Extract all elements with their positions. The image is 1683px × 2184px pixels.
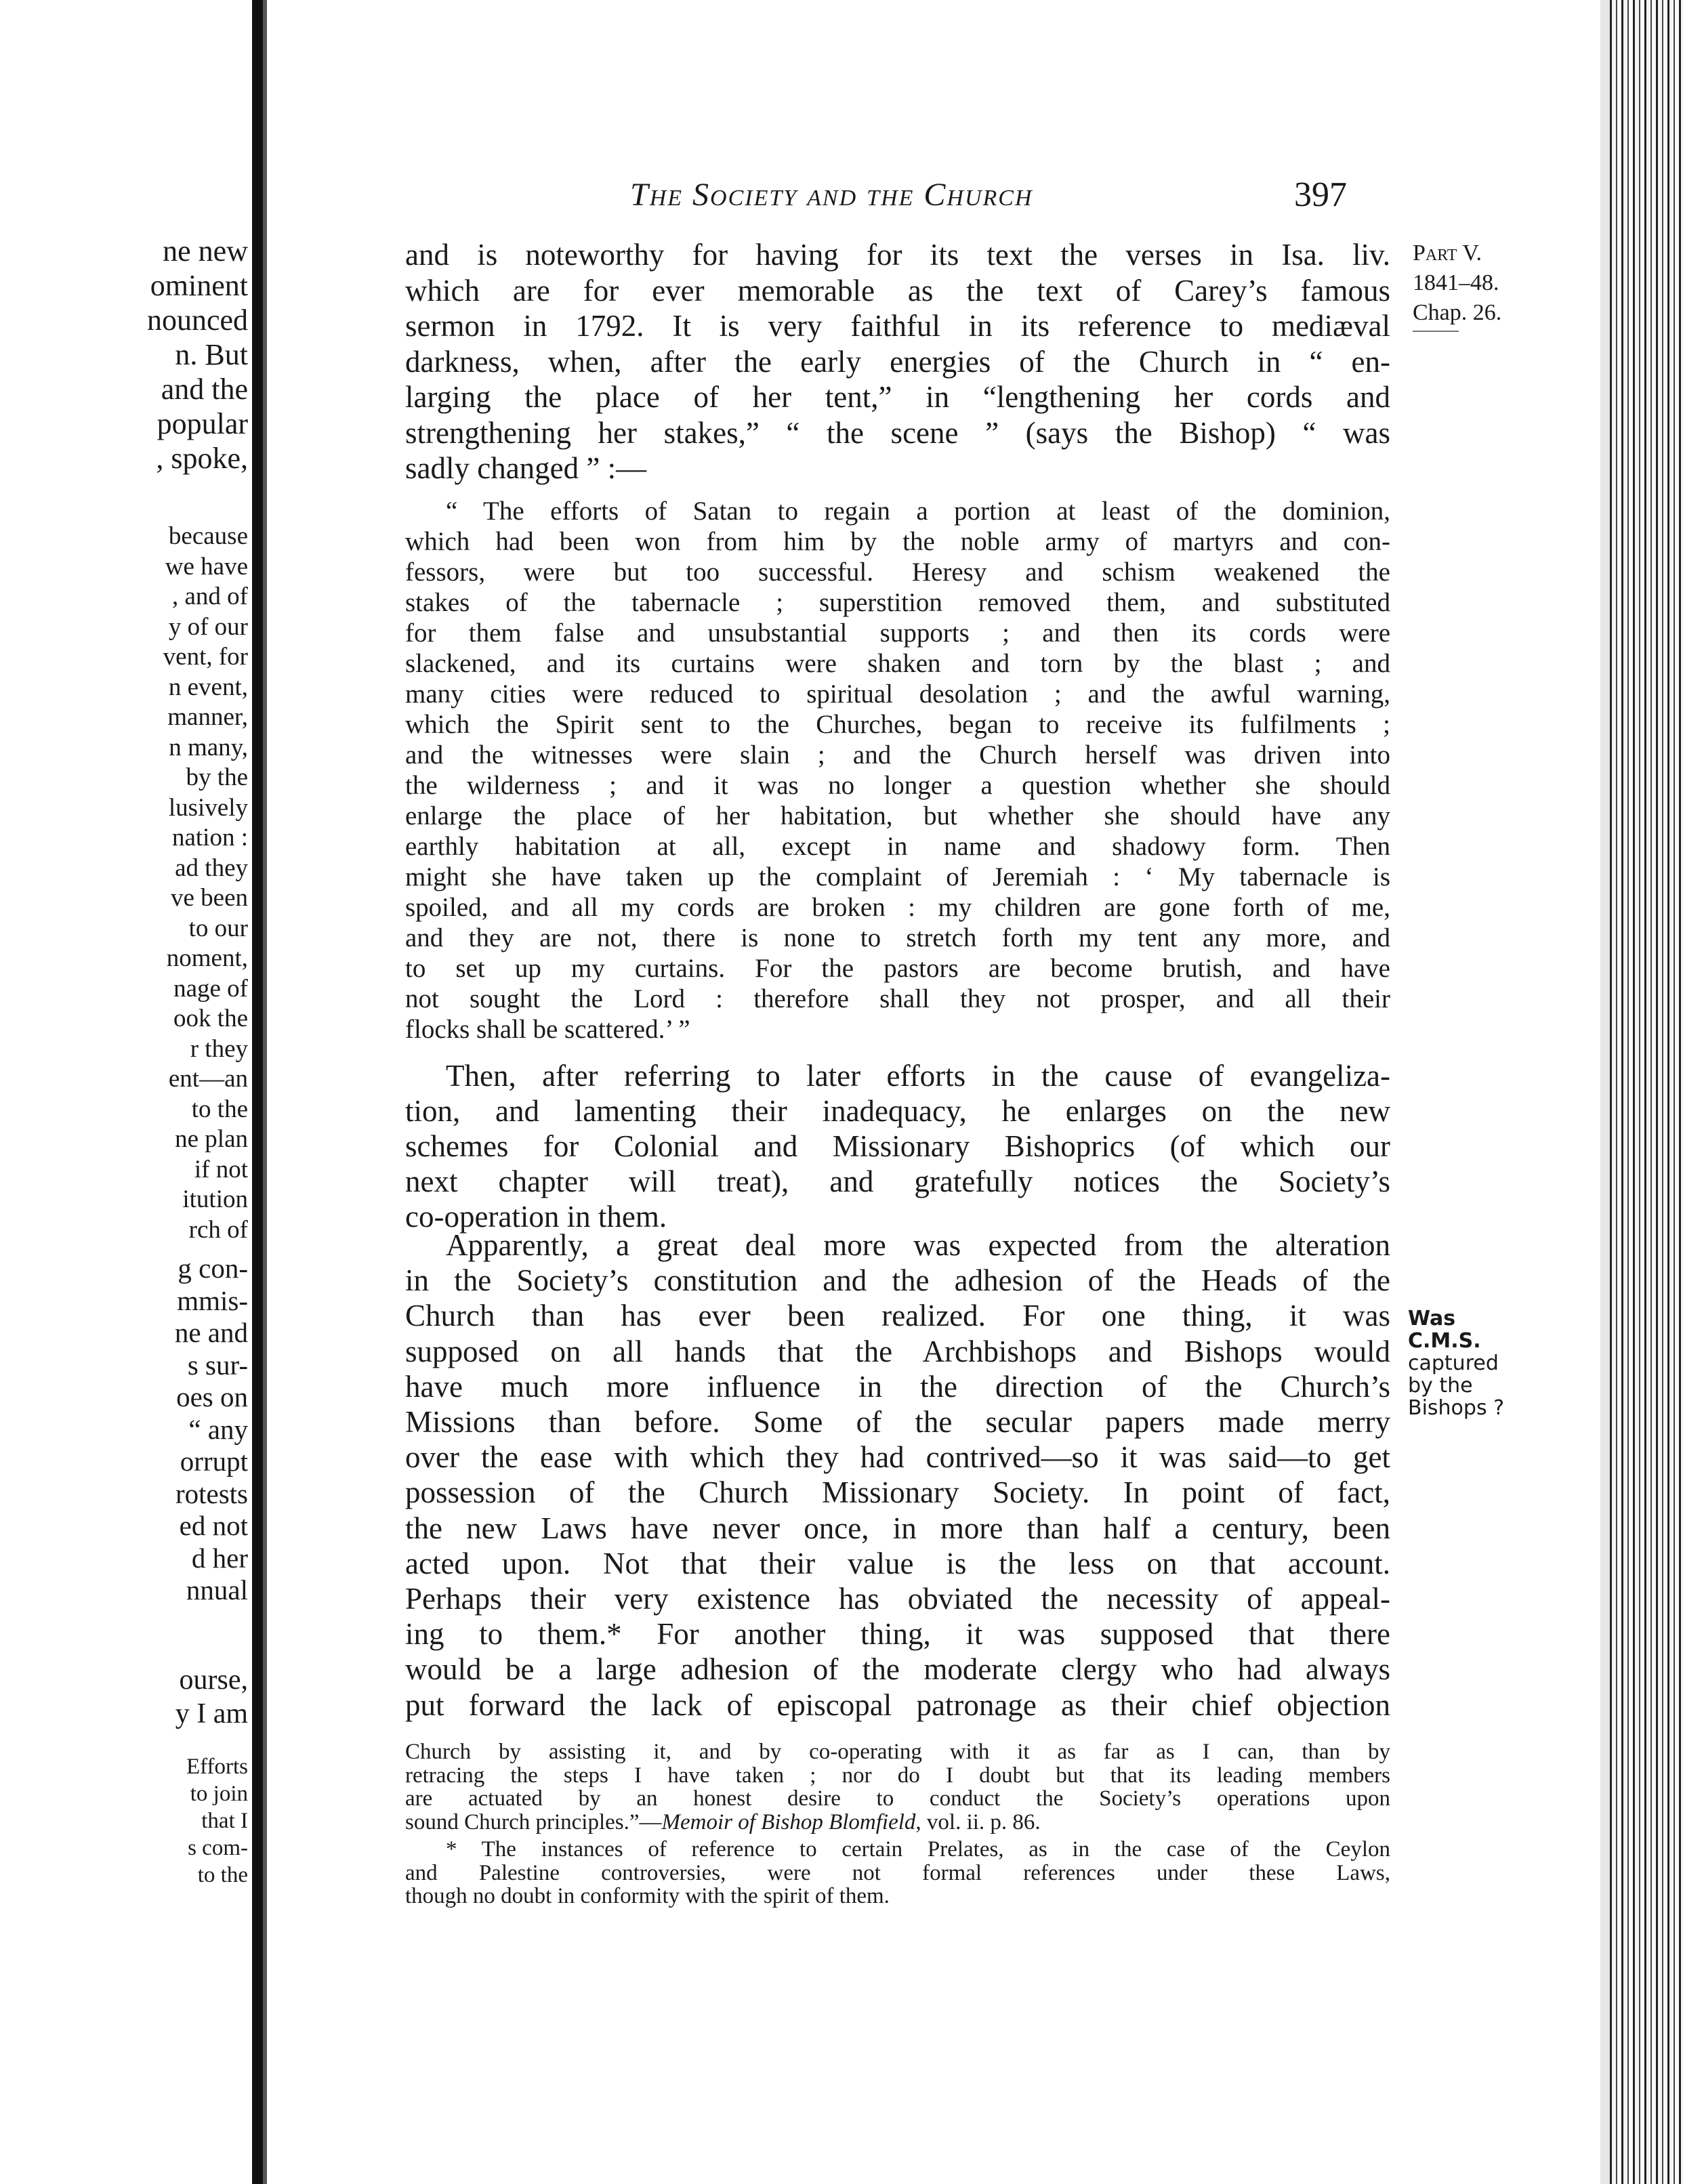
facing-page-line: ad they [175, 854, 248, 882]
facing-page-line: ne new [163, 234, 248, 268]
quotation-line: and the witnesses were slain ; and the Church herself was driven into [405, 740, 1390, 770]
sidenote-question-line: C.M.S. [1408, 1329, 1481, 1353]
facing-page-line: “ any [188, 1413, 248, 1445]
paragraph-line: Perhaps their very existence has obviated the necessity of appeal- [405, 1582, 1390, 1616]
facing-page-line: s sur- [187, 1349, 248, 1381]
facing-page-line: nnual [186, 1574, 248, 1605]
paragraph-line: Church than has ever been realized. For one thing, it was [405, 1299, 1390, 1333]
facing-page-line: itution [182, 1185, 248, 1213]
facing-page-line: nounced [146, 303, 248, 337]
facing-page-line: n event, [168, 673, 248, 701]
paragraph-line: schemes for Colonial and Missionary Bishoprics (of which our [405, 1129, 1390, 1163]
facing-page-line: noment, [166, 944, 248, 972]
facing-page-line: ook the [173, 1005, 248, 1032]
facing-page-line: r they [190, 1034, 248, 1063]
facing-page-line: y of our [168, 612, 248, 641]
stacked-page-edges [1610, 0, 1683, 2184]
sidenote-question-line: captured [1408, 1351, 1499, 1375]
facing-page-line: ed not [179, 1510, 248, 1541]
quotation-line: which the Spirit sent to the Churches, began to receive its fulfilments ; [405, 710, 1390, 739]
facing-page-line: that I [201, 1809, 248, 1833]
paragraph-line: ing to them.* For another thing, it was supposed that there [405, 1617, 1390, 1652]
sidenote-question-line: by the [1408, 1374, 1473, 1398]
paragraph-line: which are for ever memorable as the text of Carey’s famous [405, 273, 1390, 308]
facing-page-line: because [168, 522, 248, 550]
facing-page-line: to our [188, 914, 248, 942]
quotation-line: stakes of the tabernacle ; superstition removed them, and substituted [405, 588, 1390, 617]
footnote-line: and Palestine controversies, were not formal references under these Laws, [405, 1860, 1390, 1885]
quotation-line: the wilderness ; and it was no longer a question whether she should [405, 771, 1390, 800]
footnote-line: Church by assisting it, and by co-operating with it as far as I can, than by [405, 1740, 1390, 1764]
sidenote-question-line: Bishops ? [1408, 1396, 1505, 1420]
facing-page-line: ominent [150, 269, 248, 302]
footnote-line: though no doubt in conformity with the spirit of them. [405, 1884, 890, 1908]
page-edge-margin [1600, 0, 1610, 2184]
paragraph-line: would be a large adhesion of the moderate clergy who had always [405, 1652, 1390, 1687]
sidenote-question [1408, 1307, 1504, 1419]
paragraph-line: larging the place of her tent,” in “lengthening her cords and [405, 380, 1390, 414]
facing-page-line: ent—an [168, 1065, 248, 1093]
facing-page-line: oes on [176, 1381, 248, 1412]
facing-page-line: nage of [173, 974, 248, 1003]
footnote-line: are actuated by an honest desire to conduct the Society’s operations upon [405, 1786, 1390, 1811]
quotation-line: many cities were reduced to spiritual desolation ; and the awful warning, [405, 679, 1390, 709]
facing-page-line: vent, for [163, 643, 248, 671]
facing-page-line: , and of [172, 583, 248, 610]
paragraph-line: over the ease with which they had contrived—so it was said—to get [405, 1440, 1390, 1475]
facing-page-line: nation : [171, 824, 248, 852]
paragraph-line: sadly changed ” :— [405, 451, 647, 485]
quotation-line: and they are not, there is none to stretch forth my tent any more, and [405, 923, 1390, 952]
sidenote-chapter: Chap. 26. [1413, 300, 1502, 325]
footnote-line: * The instances of reference to certain Prelates, as in the case of the Ceylon [446, 1837, 1390, 1862]
quotation-line: enlarge the place of her habitation, but whether she should have any [405, 801, 1390, 831]
facing-page-line: ne and [174, 1317, 248, 1348]
paragraph-line: possession of the Church Missionary Society. In point of fact, [405, 1475, 1390, 1510]
paragraph-line: and is noteworthy for having for its text the verses in Isa. liv. [405, 238, 1390, 272]
facing-page-line: if not [194, 1155, 248, 1183]
facing-page-line: we have [165, 552, 248, 581]
facing-page-line: n many, [169, 733, 248, 761]
facing-page-line: ourse, [179, 1664, 248, 1696]
paragraph-line: co-operation in them. [405, 1200, 667, 1234]
quotation-line: spoiled, and all my cords are broken : my children are gone forth of me, [405, 893, 1390, 922]
running-title: The Society and the Church [630, 177, 1033, 213]
quotation-line: “ The efforts of Satan to regain a portion at least of the dominion, [446, 497, 1390, 526]
book-gutter [252, 0, 263, 2184]
quotation-line: might she have taken up the complaint of Jeremiah : ‘ My tabernacle is [405, 862, 1390, 891]
facing-page-line: Efforts [186, 1755, 248, 1779]
facing-page-fragments [0, 0, 252, 2184]
sidenote-part-label: Part V. [1413, 240, 1482, 266]
quotation-line: for them false and unsubstantial supports ; and then its cords were [405, 618, 1390, 648]
sidenote-part [1413, 238, 1501, 328]
facing-page-line: ne plan [175, 1125, 248, 1153]
facing-page-line: y I am [175, 1698, 248, 1729]
facing-page-line: orrupt [180, 1446, 248, 1477]
paragraph-line: darkness, when, after the early energies of the Church in “ en- [405, 344, 1390, 379]
sidenote-years: 1841–48. [1413, 270, 1499, 295]
quotation-line: not sought the Lord : therefore shall they not prosper, and all their [405, 984, 1390, 1013]
quotation-line: fessors, were but too successful. Heresy and schism weakened the [405, 558, 1390, 587]
quotation-line: to set up my curtains. For the pastors are become brutish, and have [405, 954, 1390, 983]
quotation-line: slackened, and its curtains were shaken and torn by the blast ; and [405, 649, 1390, 678]
quotation-line: flocks shall be scattered.’ ” [405, 1015, 690, 1044]
sidenote-question-line: Was [1408, 1307, 1456, 1330]
facing-page-line: n. But [175, 338, 248, 371]
paragraph-line: in the Society’s constitution and the adhesion of the Heads of the [405, 1263, 1390, 1298]
facing-page-line: popular [157, 407, 248, 440]
facing-page-line: to join [190, 1782, 248, 1806]
page-number: 397 [1294, 175, 1347, 214]
paragraph-line: acted upon. Not that their value is the less on that account. [405, 1546, 1390, 1580]
paragraph-line: the new Laws have never once, in more than half a century, been [405, 1511, 1390, 1545]
paragraph-line: Missions than before. Some of the secular papers made merry [405, 1405, 1390, 1439]
facing-page-line: and the [161, 373, 248, 406]
paragraph-line: Apparently, a great deal more was expected from the alteration [446, 1228, 1390, 1262]
footnote-line: retracing the steps I have taken ; nor do I doubt but that its leading members [405, 1763, 1390, 1788]
facing-page-line: manner, [167, 703, 248, 731]
facing-page-line: g con- [178, 1253, 248, 1284]
paragraph-line: sermon in 1792. It is very faithful in its reference to mediæval [405, 309, 1390, 343]
paragraph-line: put forward the lack of episcopal patronage as their chief objection [405, 1687, 1390, 1722]
facing-page-line: by the [186, 763, 248, 791]
facing-page-line: to the [197, 1863, 248, 1887]
book-gutter-shadow [263, 0, 267, 2184]
sidenote-rule [1413, 331, 1459, 332]
facing-page-line: ve been [170, 884, 248, 912]
paragraph-line: supposed on all hands that the Archbishops and Bishops would [405, 1334, 1390, 1368]
quotation-line: which had been won from him by the noble army of martyrs and con- [405, 527, 1390, 556]
facing-page-line: lusively [168, 793, 248, 822]
facing-page-line: rotests [175, 1477, 248, 1509]
facing-page-line: , spoke, [156, 442, 248, 475]
paragraph-line: strengthening her stakes,” “ the scene ” (says the Bishop) “ was [405, 415, 1390, 450]
footnote-line: sound Church principles.”—Memoir of Bishop Blomfield, vol. ii. p. 86. [405, 1809, 1041, 1834]
facing-page-line: to the [191, 1095, 248, 1123]
facing-page-line: rch of [188, 1215, 248, 1244]
facing-page-line: d her [191, 1542, 248, 1574]
paragraph-line: Then, after referring to later efforts in the cause of evangeliza- [446, 1059, 1390, 1093]
paragraph-line: tion, and lamenting their inadequacy, he enlarges on the new [405, 1094, 1390, 1128]
facing-page-line: mmis- [177, 1284, 248, 1316]
paragraph-line: next chapter will treat), and gratefully notices the Society’s [405, 1164, 1390, 1198]
facing-page-line: s com- [188, 1836, 248, 1860]
quotation-line: earthly habitation at all, except in name and shadowy form. Then [405, 832, 1390, 861]
paragraph-line: have much more influence in the direction of the Church’s [405, 1369, 1390, 1404]
